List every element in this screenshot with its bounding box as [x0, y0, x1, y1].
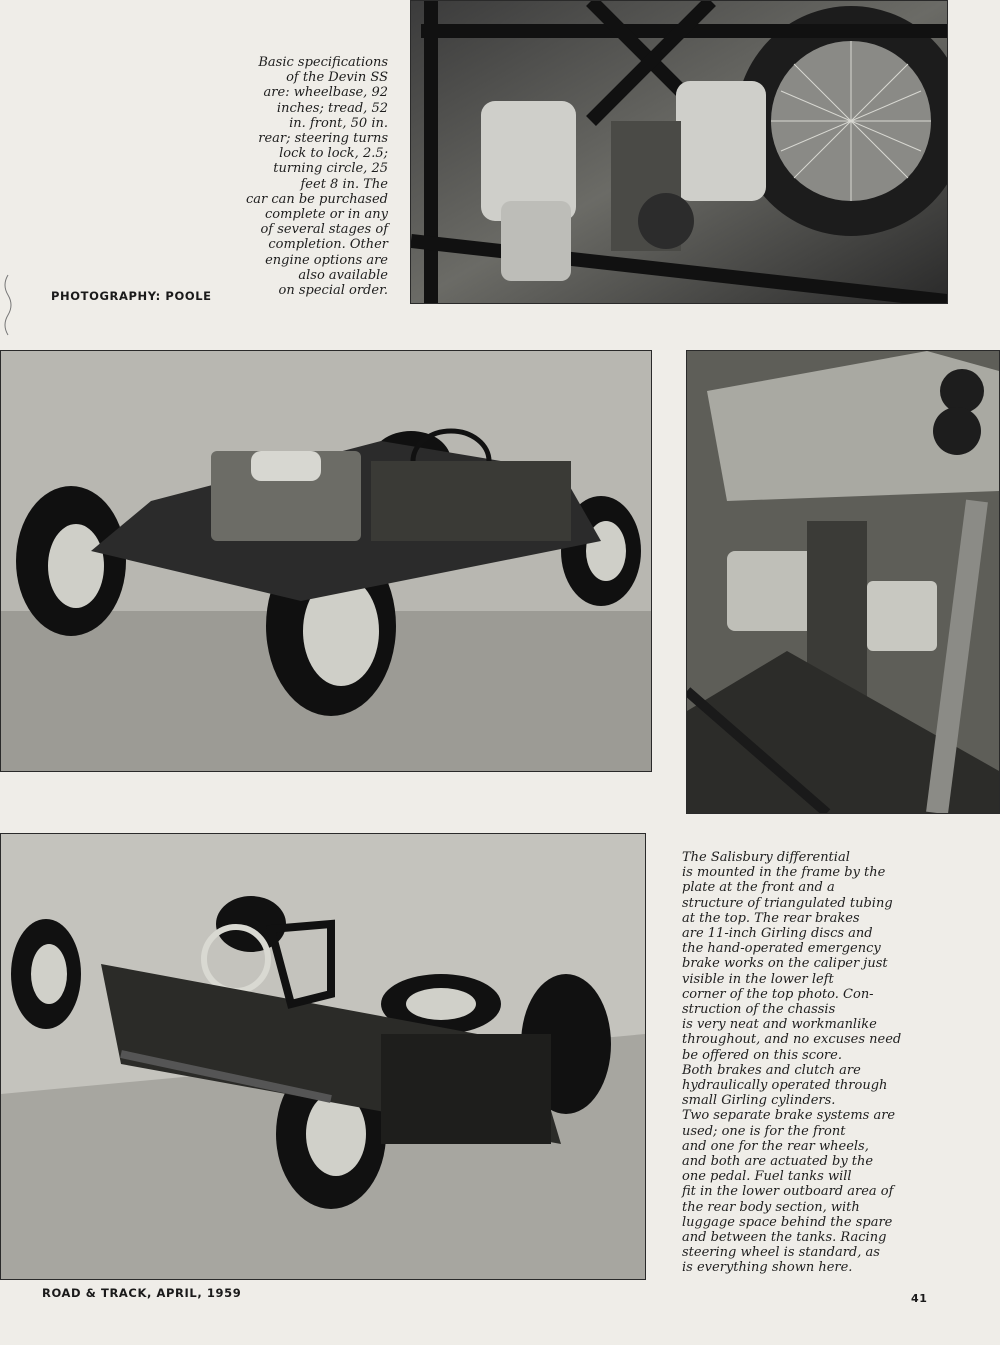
- bottom-photo-caption: [682, 850, 901, 1276]
- caption-line: plate at the front and a: [682, 880, 835, 896]
- caption-line: turning circle, 25: [273, 161, 388, 177]
- caption-line: visible in the lower left: [682, 971, 834, 987]
- caption-line: steering wheel is standard, as: [682, 1245, 880, 1261]
- binding-marks: [0, 270, 14, 350]
- caption-line: be offered on this score.: [682, 1047, 842, 1063]
- magazine-footer: ROAD & TRACK, APRIL, 1959: [42, 1286, 242, 1300]
- caption-line: on special order.: [278, 283, 388, 299]
- caption-line: the hand-operated emergency: [682, 941, 881, 957]
- caption-line: in. front, 50 in.: [289, 115, 388, 131]
- caption-line: fit in the lower outboard area of: [682, 1184, 894, 1200]
- caption-line: corner of the top photo. Con-: [682, 986, 874, 1002]
- caption-line: rear; steering turns: [258, 131, 388, 147]
- caption-line: are 11-inch Girling discs and: [682, 926, 873, 942]
- caption-line: Two separate brake systems are: [682, 1108, 896, 1124]
- caption-line: one pedal. Fuel tanks will: [682, 1169, 852, 1185]
- caption-line: feet 8 in. The: [300, 176, 388, 192]
- caption-line: throughout, and no excuses need: [682, 1032, 902, 1048]
- caption-line: of the Devin SS: [286, 70, 388, 86]
- caption-line: and one for the rear wheels,: [682, 1138, 869, 1154]
- caption-line: of several stages of: [260, 222, 388, 238]
- caption-line: structure of triangulated tubing: [682, 895, 893, 911]
- caption-line: and both are actuated by the: [682, 1154, 874, 1170]
- caption-line: is mounted in the frame by the: [682, 865, 886, 881]
- caption-line: Both brakes and clutch are: [682, 1062, 861, 1078]
- caption-line: luggage space behind the spare: [682, 1214, 893, 1230]
- caption-line: used; one is for the front: [682, 1123, 846, 1139]
- page-number: 41: [911, 1292, 928, 1305]
- caption-line: is very neat and workmanlike: [682, 1017, 877, 1033]
- rear-suspension-photo: [410, 0, 948, 304]
- caption-line: small Girling cylinders.: [682, 1093, 836, 1109]
- caption-line: The Salisbury differential: [682, 850, 850, 865]
- caption-line: engine options are: [265, 252, 388, 268]
- top-photo-caption: [246, 55, 388, 298]
- caption-line: brake works on the caliper just: [682, 956, 888, 972]
- caption-line: the rear body section, with: [682, 1199, 860, 1215]
- caption-line: also available: [298, 267, 388, 283]
- caption-line: at the top. The rear brakes: [682, 910, 860, 926]
- caption-line: inches; tread, 52: [276, 100, 388, 116]
- caption-line: lock to lock, 2.5;: [279, 146, 388, 162]
- caption-line: Basic specifications: [258, 55, 388, 70]
- caption-line: struction of the chassis: [682, 1002, 836, 1018]
- photo-credit: PHOTOGRAPHY: POOLE: [51, 289, 212, 303]
- caption-line: complete or in any: [265, 207, 388, 223]
- chassis-rear-photo: [0, 833, 646, 1280]
- caption-line: is everything shown here.: [682, 1260, 853, 1276]
- caption-line: are: wheelbase, 92: [263, 85, 388, 101]
- differential-photo: [686, 350, 1000, 814]
- caption-line: completion. Other: [268, 237, 388, 253]
- caption-line: hydraulically operated through: [682, 1078, 888, 1094]
- chassis-front-photo: [0, 350, 652, 772]
- caption-line: car can be purchased: [245, 191, 388, 207]
- caption-line: and between the tanks. Racing: [682, 1230, 887, 1246]
